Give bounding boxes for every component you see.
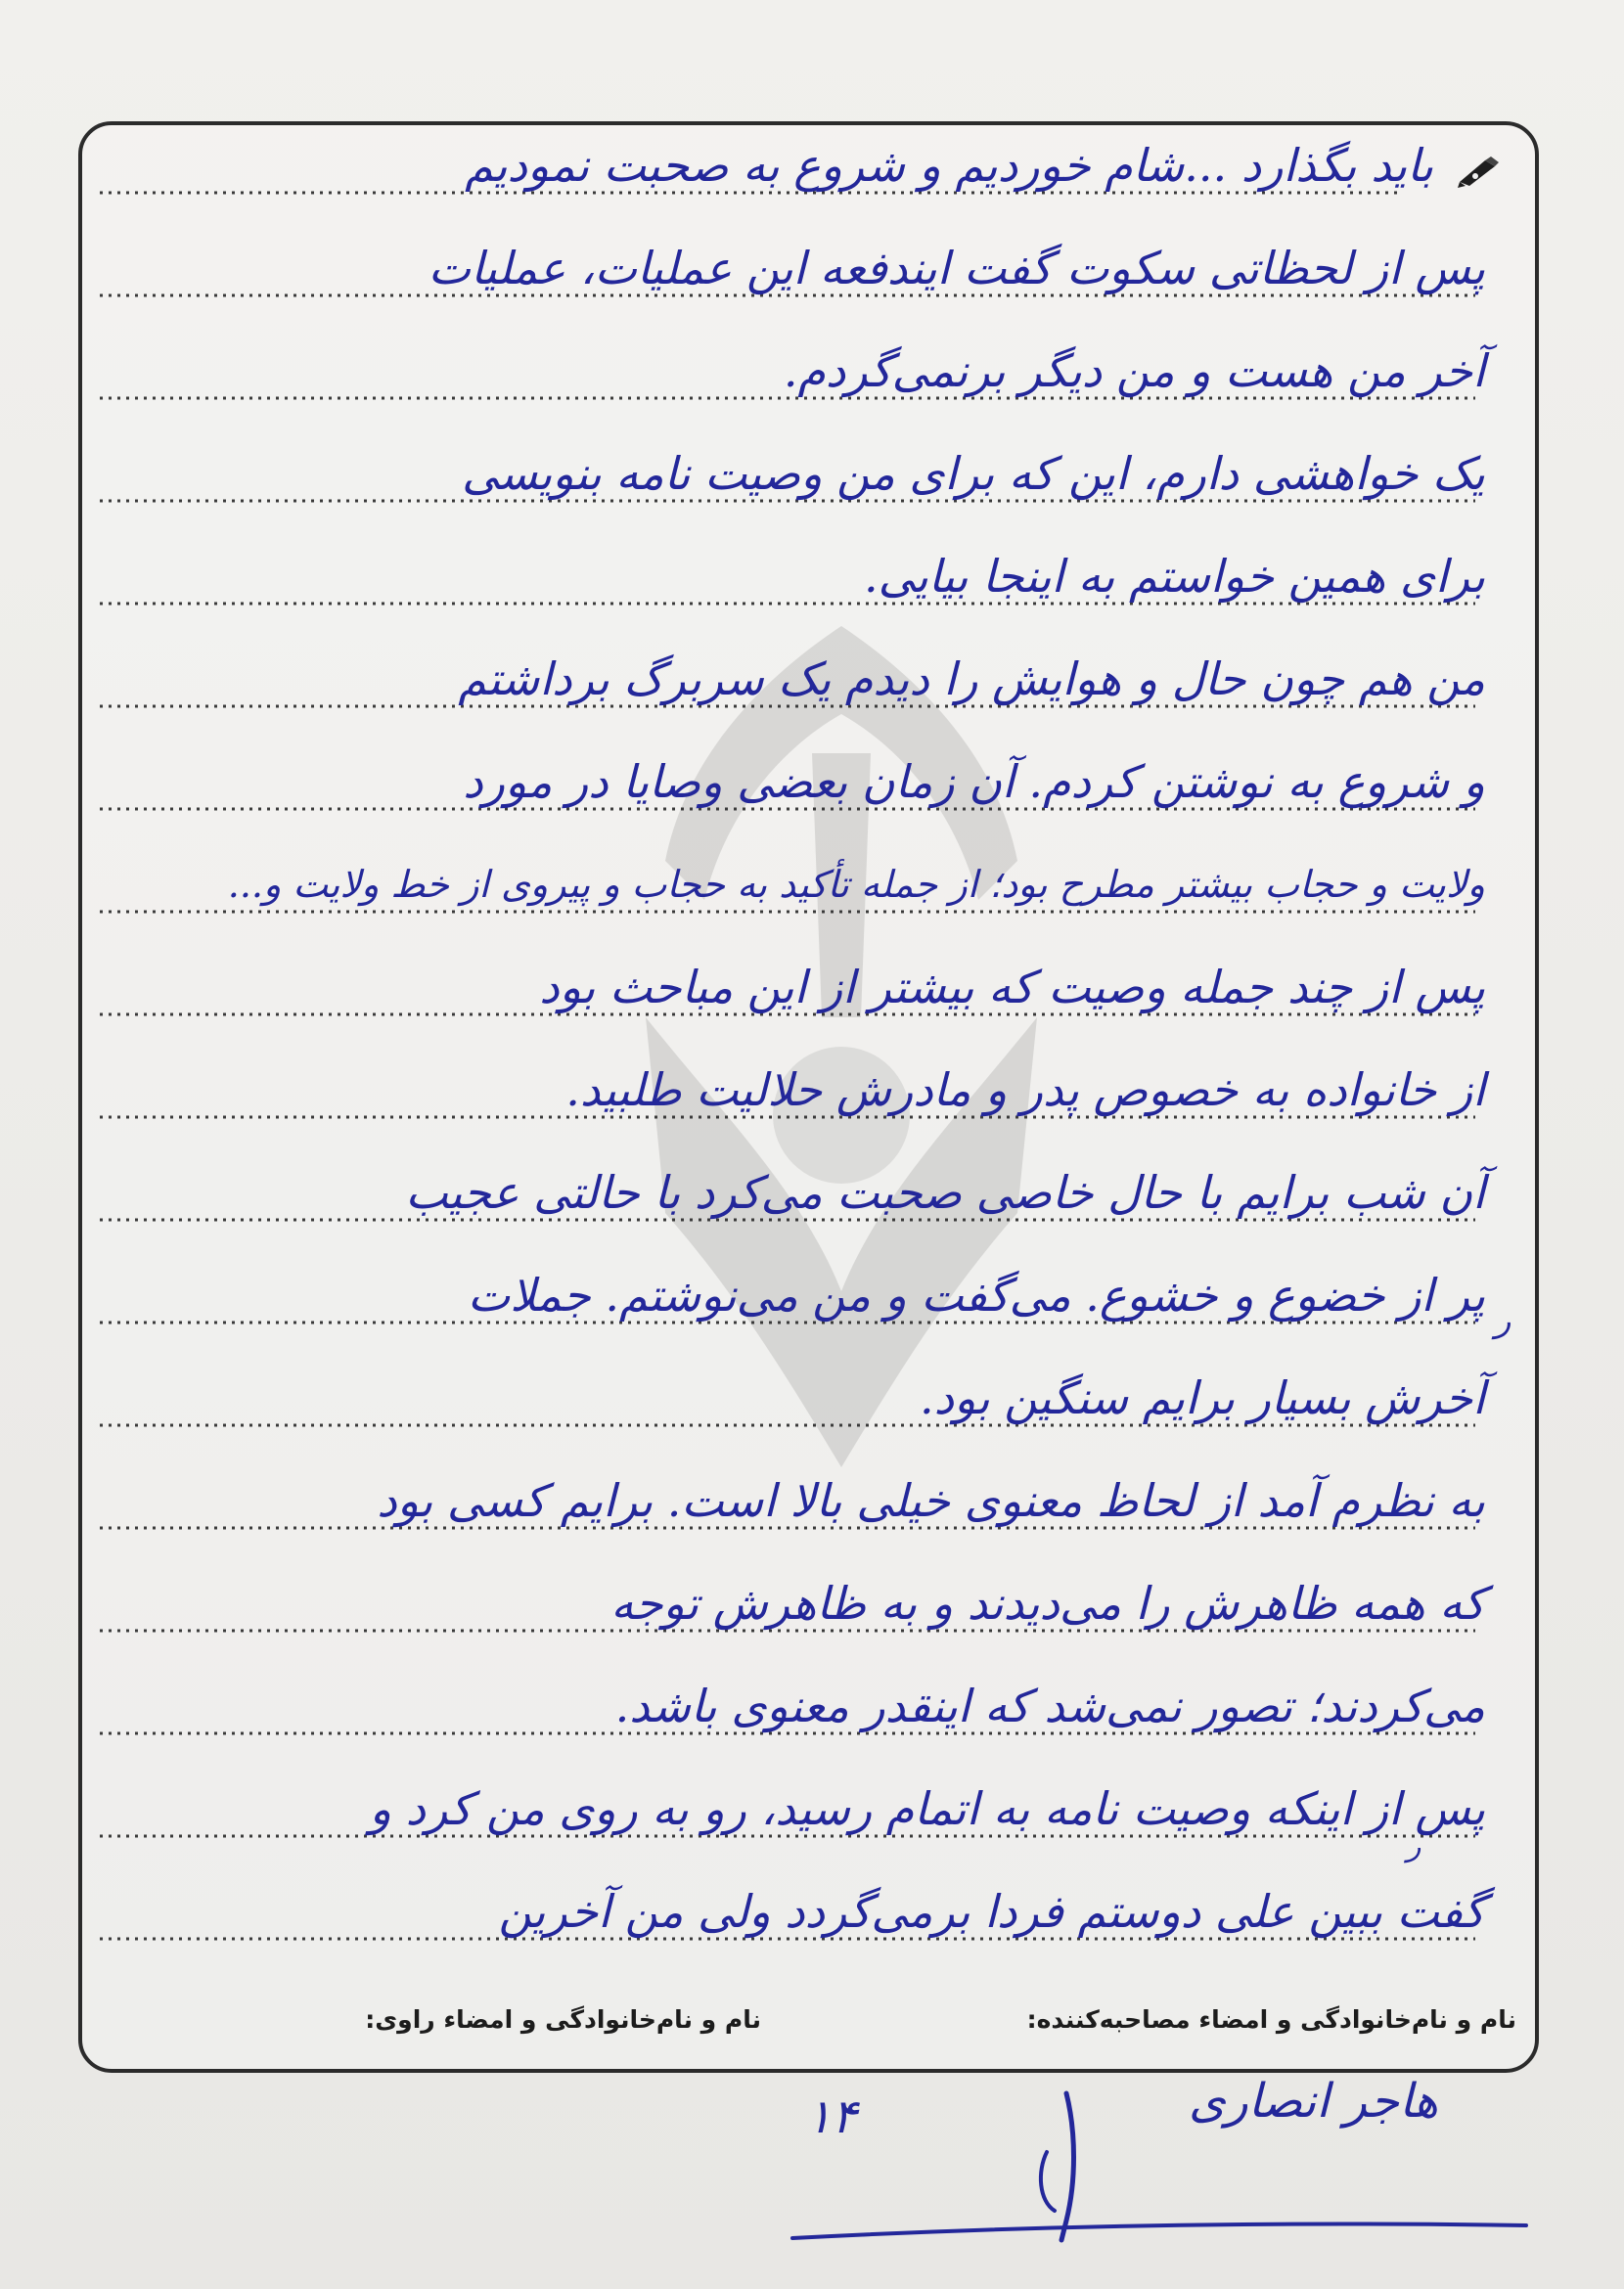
- page-number: ۱۴: [806, 2089, 857, 2144]
- handwritten-line: به نظرم آمد از لحاظ معنوی خیلی بالا است. برایم کسی بود: [377, 1474, 1485, 1527]
- handwritten-line: گفت ببین علی دوستم فردا برمی‌گردد ولی من آخرین: [498, 1885, 1485, 1938]
- handwritten-line: پس از لحظاتی سکوت گفت ایندفعه این عملیات، عملیات: [428, 242, 1485, 294]
- handwritten-line: و شروع به نوشتن کردم. آن زمان بعضی وصایا در مورد: [463, 755, 1485, 808]
- handwritten-line: باید بگذارد ...شام خوردیم و شروع به صحبت نمودیم: [465, 139, 1433, 192]
- handwritten-line: ولایت و حجاب بیشتر مطرح بود؛ از جمله تأکید به حجاب و پیروی از خط ولایت و...: [227, 863, 1485, 906]
- handwritten-line: آخرش بسیار برایم سنگین بود.: [920, 1371, 1485, 1424]
- handwritten-line: برای همین خواستم به اینجا بیایی.: [864, 550, 1485, 603]
- handwritten-line: یک خواهشی دارم، این که برای من وصیت نامه بنویسی: [462, 447, 1485, 500]
- handwritten-line: پس از اینکه وصیت نامه به اتمام رسید، رو به روی من کرد و: [369, 1782, 1485, 1835]
- narrator-signature-label: نام و نام‌خانوادگی و امضاء راوی:: [365, 2005, 761, 2034]
- handwritten-line: پر از خضوع و خشوع. می‌گفت و من می‌نوشتم. جملات: [467, 1269, 1485, 1322]
- handwritten-line: پس از چند جمله وصیت که بیشتر از این مباحث بود: [539, 961, 1485, 1013]
- handwritten-line: آخر من هست و من دیگر برنمی‌گردم.: [783, 344, 1485, 397]
- handwritten-line: که همه ظاهرش را می‌دیدند و به ظاهرش توجه: [610, 1577, 1485, 1630]
- handwritten-line: می‌کردند؛ تصور نمی‌شد که اینقدر معنوی باشد.: [614, 1680, 1485, 1732]
- handwritten-line: آن شب برایم با حال خاصی صحبت می‌کرد با حالتی عجیب: [405, 1166, 1485, 1219]
- interviewer-signature-label: نام و نام‌خانوادگی و امضاء مصاحبه‌کننده:: [1026, 2005, 1516, 2034]
- handwritten-line: من هم چون حال و هوایش را دیدم یک سربرگ برداشتم: [458, 652, 1485, 705]
- margin-note: ر: [1407, 1829, 1421, 1863]
- narrator-signature-name: هاجر انصاری: [1188, 2074, 1438, 2129]
- margin-note: ر: [1495, 1301, 1511, 1340]
- handwritten-line: از خانواده به خصوص پدر و مادرش حلالیت طلبید.: [565, 1063, 1485, 1116]
